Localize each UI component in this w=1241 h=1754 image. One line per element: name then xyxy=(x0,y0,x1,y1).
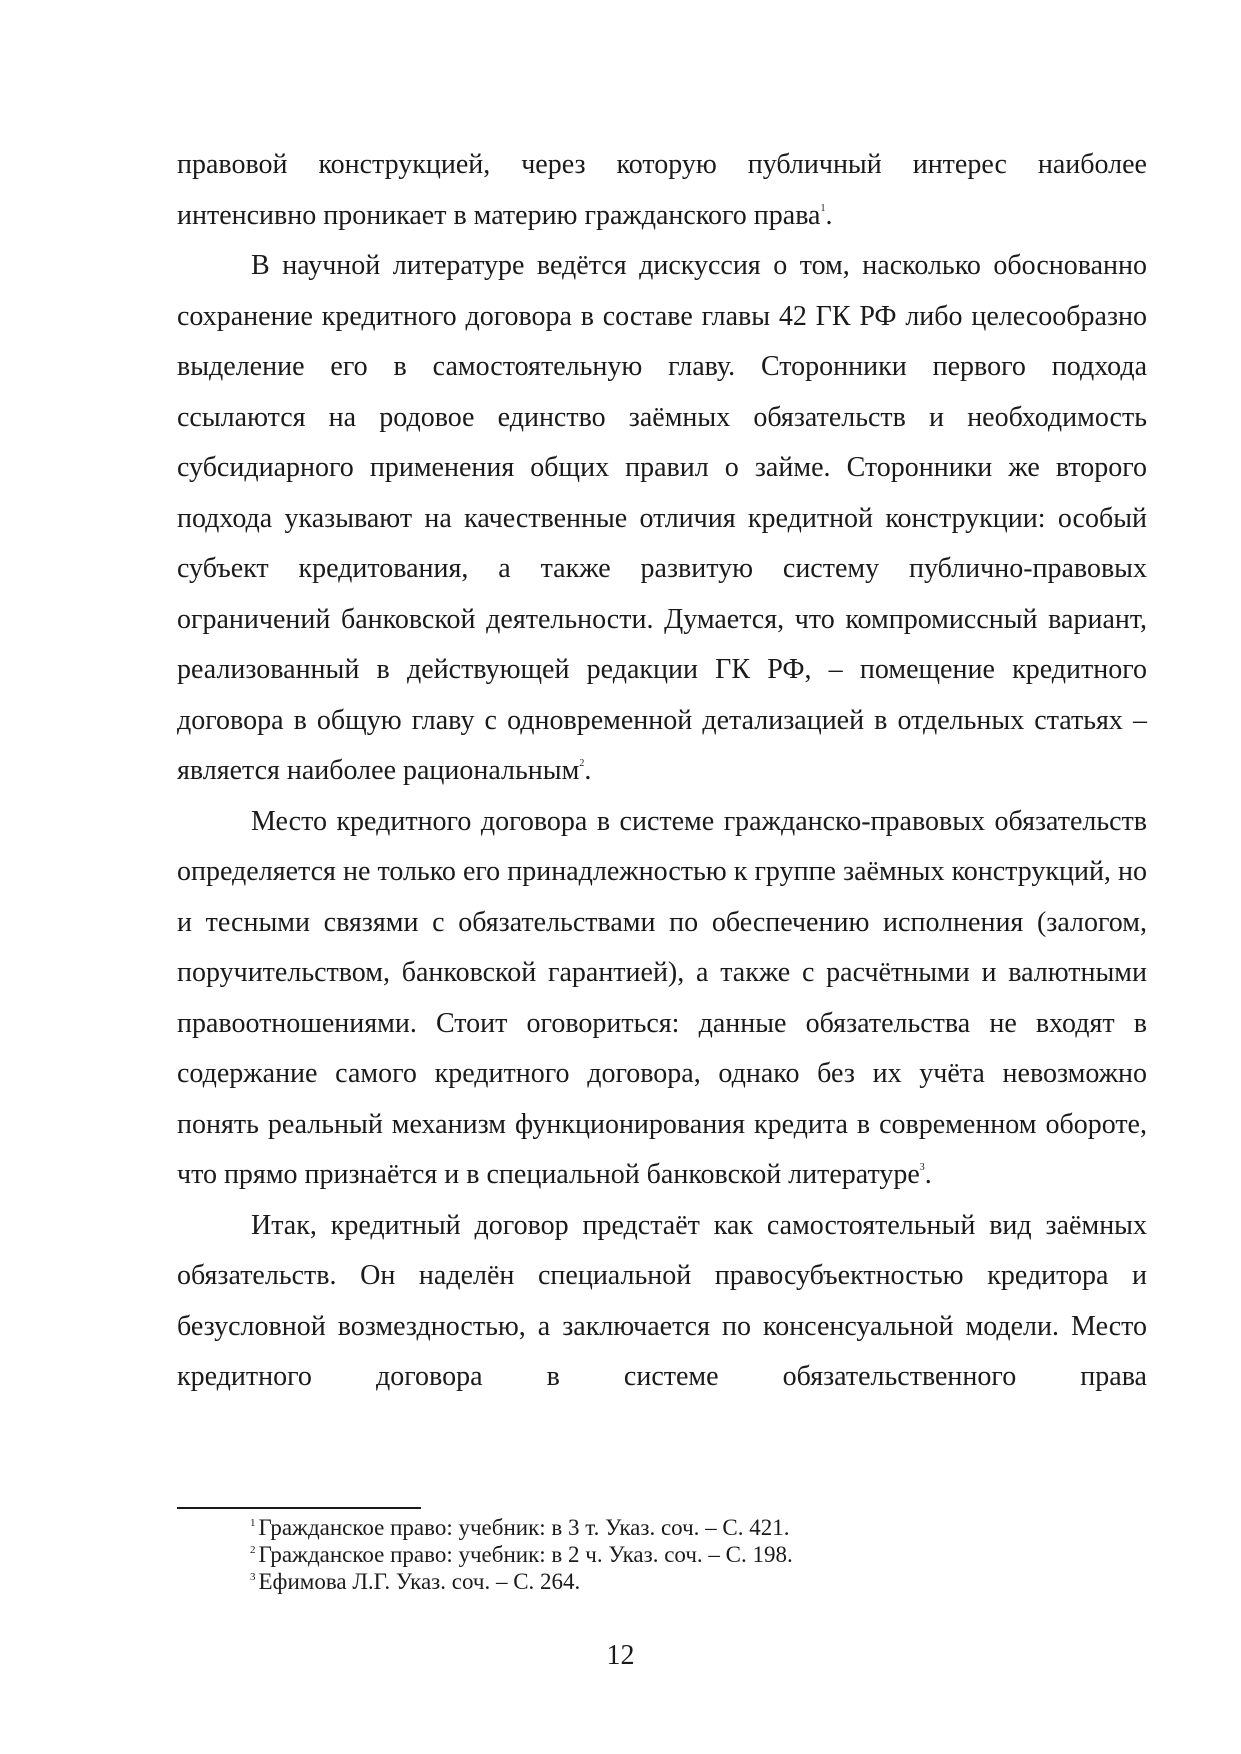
footnote-number: 2 xyxy=(250,1544,256,1556)
paragraph-3 xyxy=(177,797,1147,1201)
footnote-separator xyxy=(177,1507,421,1509)
paragraph-tail: . xyxy=(584,755,592,786)
paragraph-2 xyxy=(177,241,1147,797)
paragraph-tail: . xyxy=(825,199,833,231)
footnote-number: 1 xyxy=(250,1517,256,1529)
paragraph-text: Место кредитного договора в системе гражданско-правовых обязательств определяется не только его принадлежностью к группе заёмных конструкций, но и тесными связями с обязательствами по обеспечению исполнения (залогом, поручительством, банковской гарантией), а также с расчётными и валютными правоотношениями. Стоит оговориться: данные обязательства не входят в содержание самого кредитного договора, однако без их учёта невозможно понять реальный механизм функционирования кредита в современном обороте, что прямо признаётся и в специальной банковской литературе xyxy=(177,805,1147,1190)
page-number: 12 xyxy=(606,1640,635,1671)
footnote-text: Ефимова Л.Г. Указ. соч. – С. 264. xyxy=(258,1569,581,1594)
footnote-number: 3 xyxy=(250,1571,256,1583)
footnote-reference[interactable]: 3 xyxy=(919,1162,925,1173)
body-text xyxy=(177,140,1147,1403)
paragraph-tail: . xyxy=(924,1159,932,1190)
paragraph-1 xyxy=(177,140,1147,241)
footnote-text: Гражданское право: учебник: в 2 ч. Указ. соч. – С. 198. xyxy=(258,1542,793,1567)
footnote-text: Гражданское право: учебник: в 3 т. Указ. соч. – С. 421. xyxy=(258,1515,790,1540)
footnote-reference[interactable]: 2 xyxy=(579,758,585,769)
paragraph-text: В научной литературе ведётся дискуссия о том, насколько обоснованно сохранение кредитного договора в составе главы 42 ГК РФ либо целесообразно выделение его в самостоятельную главу. Сторонники первого подхода ссылаются на родовое единство заёмных обязательств и необходимость субсидиарного применения общих правил о займе. Сторонники же второго подхода указывают на качественные отличия кредитной конструкции: особый субъект кредитования, а также развитую систему публично-правовых ограничений банковской деятельности. Думается, что компромиссный вариант, реализованный в действующей редакции ГК РФ, – помещение кредитного договора в общую главу с одновременной детализацией в отдельных статьях – является наиболее рациональным xyxy=(177,250,1147,786)
footnotes xyxy=(250,1514,1147,1595)
footnote-2 xyxy=(250,1541,1147,1568)
footnote-3 xyxy=(250,1568,1147,1595)
paragraph-4 xyxy=(177,1201,1147,1403)
paragraph-text: Итак, кредитный договор предстаёт как самостоятельный вид заёмных обязательств. Он наделён специальной правосубъектностью кредитора и безусловной возмездностью, а заключается по консенсуальной модели. Место кредитного договора в системе обязательственного права xyxy=(177,1209,1147,1392)
paragraph-text: правовой конструкцией, через которую публичный интерес наиболее интенсивно проникает в материю гражданского права xyxy=(177,149,1147,231)
footnote-reference[interactable]: 1 xyxy=(820,202,826,214)
footnote-1 xyxy=(250,1514,1147,1541)
